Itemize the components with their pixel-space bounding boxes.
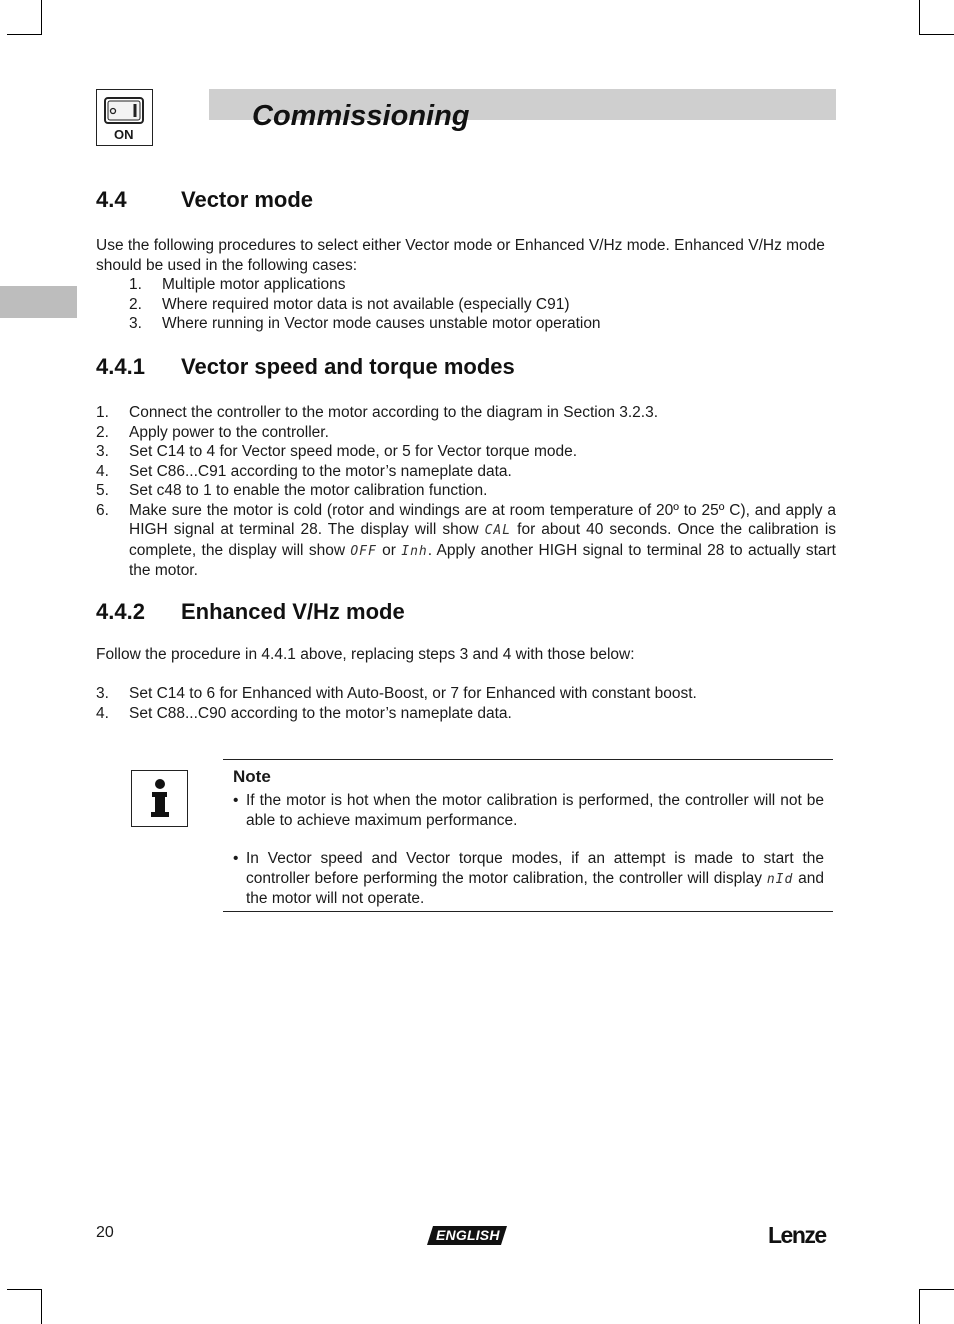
list-item: 5. Set c48 to 1 to enable the motor calibration function. xyxy=(96,482,488,499)
note-bullet: • If the motor is hot when the motor calibration is performed, the controller will not be able to achieve maximum performance. xyxy=(233,792,824,829)
section-title: Vector mode xyxy=(181,187,314,212)
list-item: 3. Set C14 to 6 for Enhanced with Auto-Boost, or 7 for Enhanced with constant boost. xyxy=(96,685,697,702)
section-number: 4.4.2 xyxy=(96,599,145,624)
display-readout-off: OFF xyxy=(350,543,377,559)
list-item: 1. Multiple motor applications xyxy=(129,276,346,293)
crop-mark xyxy=(919,1289,954,1290)
crop-mark xyxy=(919,34,954,35)
list-item: 1. Connect the controller to the motor according to the diagram in Section 3.2.3. xyxy=(96,404,659,421)
page-title: Commissioning xyxy=(252,100,470,132)
display-readout-cal: CAL xyxy=(484,523,512,538)
display-readout-inh: Inh xyxy=(401,543,428,559)
list-item: 2. Apply power to the controller. xyxy=(96,423,329,441)
list-item: 3. Set C14 to 4 for Vector speed mode, or 5 for Vector torque mode. xyxy=(96,443,578,460)
section-number: 4.4.1 xyxy=(96,354,145,379)
section-heading-4-4-1 xyxy=(96,354,515,380)
replacement-steps-list xyxy=(96,684,836,723)
info-icon xyxy=(131,770,188,827)
note-bullet: • In Vector speed and Vector torque modes, if an attempt is made to start the controller before performing the motor calibration, the controller will display nId and the motor will not operate. xyxy=(233,850,824,907)
cases-list xyxy=(129,275,829,334)
list-item: 4. Set C86...C91 according to the motor’s nameplate data. xyxy=(96,462,512,480)
crop-mark xyxy=(919,1289,920,1324)
section-title: Vector speed and torque modes xyxy=(181,354,515,379)
power-switch-icon xyxy=(96,89,153,146)
list-item: 6. Make sure the motor is cold (rotor and windings are at room temperature of 20º to 25º C), and apply a HIGH signal at terminal 28. The display will show CAL for about 40 seconds. Once the calibration is complete, the display will show OFF or Inh. Apply another HIGH signal to terminal 28 to actually start the motor. xyxy=(96,501,837,579)
list-item: 4. Set C88...C90 according to the motor’s nameplate data. xyxy=(96,704,512,722)
section-heading-4-4 xyxy=(96,187,313,213)
list-item: 3. Where running in Vector mode causes unstable motor operation xyxy=(129,315,601,332)
steps-list xyxy=(96,403,836,581)
display-readout-nid: nId xyxy=(766,871,794,887)
section-title: Enhanced V/Hz mode xyxy=(181,599,405,624)
crop-mark xyxy=(919,0,920,35)
page-number: 20 xyxy=(96,1224,114,1241)
note-title: Note xyxy=(233,767,271,786)
section-number: 4.4 xyxy=(96,187,127,212)
crop-mark xyxy=(41,1289,42,1324)
section-heading-4-4-2 xyxy=(96,599,405,625)
language-badge xyxy=(427,1226,507,1245)
section-intro: Use the following procedures to select either Vector mode or Enhanced V/Hz mode. Enhanced V/Hz mode should be used in the following cases: xyxy=(96,237,825,274)
brand-logo: Lenze xyxy=(768,1222,826,1248)
note-box xyxy=(223,759,833,912)
power-switch-label: ON xyxy=(114,127,134,142)
crop-mark xyxy=(7,34,42,35)
crop-mark xyxy=(7,1289,42,1290)
language-label: ENGLISH xyxy=(436,1227,500,1243)
crop-mark xyxy=(41,0,42,35)
chapter-side-tab xyxy=(0,286,77,318)
section-intro: Follow the procedure in 4.4.1 above, replacing steps 3 and 4 with those below: xyxy=(96,646,635,663)
list-item: 2. Where required motor data is not available (especially C91) xyxy=(129,295,570,313)
